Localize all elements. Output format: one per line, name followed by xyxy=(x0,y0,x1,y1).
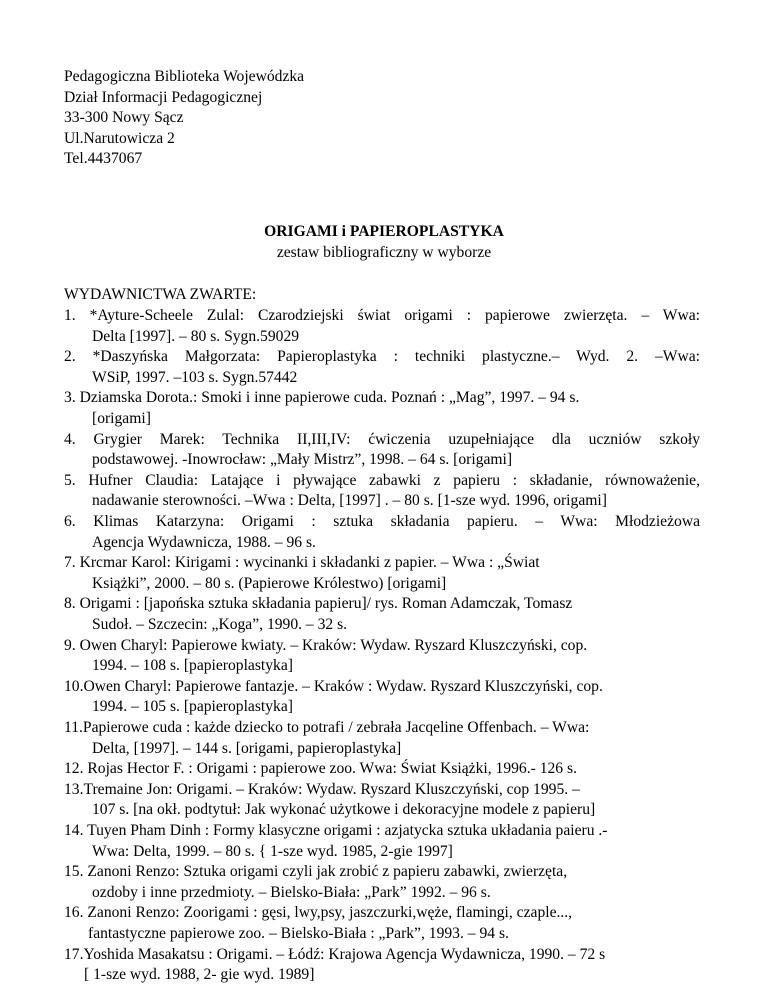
entry-15-line-1: 15. Zanoni Renzo: Sztuka origami czyli jak zrobić z papieru zabawki, zwierzęta, xyxy=(64,863,568,881)
entry-3-line-2: [origami] xyxy=(92,410,151,427)
phone-number: Tel.4437067 xyxy=(64,150,143,168)
entry-17-line-2: [ 1-sze wyd. 1988, 2- gie wyd. 1989] xyxy=(84,966,315,984)
entry-10-line-1: 10.Owen Charyl: Papierowe fantazje. – Kraków : Wydaw. Ryszard Kluszczyński, cop. xyxy=(64,677,603,695)
entry-2-line-2: WSiP, 1997. –103 s. Sygn.57442 xyxy=(92,368,298,386)
entry-15-line-2: ozdoby i inne przedmioty. – Bielsko-Biała: „Park” 1992. – 96 s. xyxy=(92,883,491,901)
entry-14-line-1: 14. Tuyen Pham Dinh : Formy klasyczne origami : azjatycka sztuka układania paieru .- xyxy=(64,822,608,839)
entry-7-line-1: 7. Krcmar Karol: Kirigami : wycinanki i składanki z papier. – Wwa : „Świat xyxy=(64,554,540,572)
entry-5-line-1: 5. Hufner Claudia: Latające i pływające zabawki z papieru : składanie, równoważenie, xyxy=(64,471,700,489)
library-header xyxy=(64,67,304,170)
entry-2-line-1: 2. *Daszyńska Małgorzata: Papieroplastyka : techniki plastyczne.– Wyd. 2. –Wwa: xyxy=(64,348,700,366)
entry-13-line-1: 13.Tremaine Jon: Origami. – Kraków: Wydaw. Ryszard Kluszczyński, cop 1995. – xyxy=(64,780,580,798)
document-subtitle: zestaw bibliograficzny w wyborze xyxy=(276,243,492,261)
entry-9-line-1: 9. Owen Charyl: Papierowe kwiaty. – Kraków: Wydaw. Ryszard Kluszczyński, cop. xyxy=(64,636,588,654)
entry-1-line-1: 1. *Ayture-Scheele Zulal: Czarodziejski świat origami : papierowe zwierzęta. – Wwa: xyxy=(64,307,700,324)
entry-9-line-2: 1994. – 108 s. [papieroplastyka] xyxy=(92,657,293,675)
department-name: Dział Informacji Pedagogicznej xyxy=(64,88,263,106)
entry-13-line-2: 107 s. [na okł. podtytuł: Jak wykonać użytkowe i dekoracyjne modele z papieru] xyxy=(92,801,596,819)
entry-6-line-1: 6. Klimas Katarzyna: Origami : sztuka składania papieru. – Wwa: Młodzieżowa xyxy=(64,513,700,530)
entry-11-line-1: 11.Papierowe cuda : każde dziecko to potrafi / zebrała Jacqeline Offenbach. – Wwa: xyxy=(64,719,590,736)
entry-6-line-2: Agencja Wydawnicza, 1988. – 96 s. xyxy=(92,533,316,551)
entry-8-line-1: 8. Origami : [japońska sztuka składania papieru]/ rys. Roman Adamczak, Tomasz xyxy=(64,595,573,613)
entry-4-line-2: podstawowej. -Inowrocław: „Mały Mistrz”, 1998. – 64 s. [origami] xyxy=(92,451,513,469)
street-address: Ul.Narutowicza 2 xyxy=(64,129,175,147)
entry-3-line-1: 3. Dziamska Dorota.: Smoki i inne papierowe cuda. Poznań : „Mag”, 1997. – 94 s. xyxy=(64,389,580,407)
entry-7-line-2: Książki”, 2000. – 80 s. (Papierowe Królestwo) [origami] xyxy=(92,574,447,592)
title-block xyxy=(0,222,768,263)
entry-12-line-1: 12. Rojas Hector F. : Origami : papierowe zoo. Wwa: Świat Książki, 1996.- 126 s. xyxy=(64,760,577,778)
document-title: ORIGAMI i PAPIEROPLASTYKA xyxy=(264,223,504,240)
postal-address: 33-300 Nowy Sącz xyxy=(64,109,184,127)
entry-16-line-1: 16. Zanoni Renzo: Zoorigami : gęsi, lwy,psy, jaszczurki,węże, flamingi, czaple..., xyxy=(64,904,573,922)
entry-1-line-2: Delta [1997]. – 80 s. Sygn.59029 xyxy=(92,327,300,345)
library-name: Pedagogiczna Biblioteka Wojewódzka xyxy=(64,68,305,85)
entry-17-line-1: 17.Yoshida Masakatsu : Origami. – Łódź: Krajowa Agencja Wydawnicza, 1990. – 72 s xyxy=(64,945,606,963)
entry-11-line-2: Delta, [1997]. – 144 s. [origami, papieroplastyka] xyxy=(92,739,402,757)
section-heading: WYDAWNICTWA ZWARTE: xyxy=(64,286,257,303)
entry-5-line-2: nadawanie sterowności. –Wwa : Delta, [1997] . – 80 s. [1-sze wyd. 1996, origami] xyxy=(92,492,607,510)
entry-10-line-2: 1994. – 105 s. [papieroplastyka] xyxy=(92,698,293,716)
entry-4-line-1: 4. Grygier Marek: Technika II,III,IV: ćwiczenia uzupełniające dla uczniów szkoły xyxy=(64,430,700,448)
entry-14-line-2: Wwa: Delta, 1999. – 80 s. { 1-sze wyd. 1985, 2-gie 1997] xyxy=(92,842,453,860)
entry-16-line-2: fantastyczne papierowe zoo. – Bielsko-Biała : „Park”, 1993. – 94 s. xyxy=(88,925,509,942)
entry-8-line-2: Sudoł. – Szczecin: „Koga”, 1990. – 32 s. xyxy=(92,616,348,633)
